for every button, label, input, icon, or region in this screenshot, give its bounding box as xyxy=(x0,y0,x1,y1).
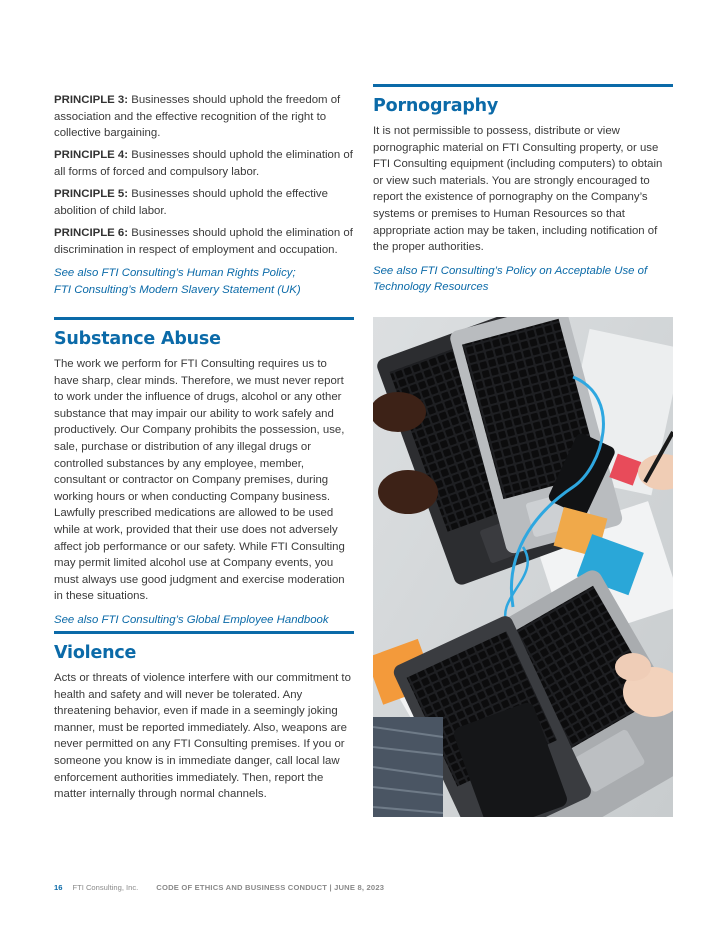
footer-document-title: CODE OF ETHICS AND BUSINESS CONDUCT | JUNE 8, 2023 xyxy=(156,883,385,892)
principle-6: PRINCIPLE 6: Businesses should uphold the elimination of discrimination in respect of employment and occupation. xyxy=(54,226,353,256)
section-divider xyxy=(373,84,673,87)
principle-3: PRINCIPLE 3: Businesses should uphold the freedom of association and the effective recognition of the right to collective bargaining. xyxy=(54,94,341,140)
principles-section xyxy=(54,92,354,298)
pornography-body: It is not permissible to possess, distribute or view pornographic material on FTI Consulting property, or use FTI Consulting equipment (including computers) to obtain or view such materials. You are strongly encouraged to report the existence of pornography on the Company’s systems or premises to Human Resources so that appropriate action may be taken, including notification of the proper authorities. xyxy=(373,125,663,254)
employee-handbook-link[interactable]: See also FTI Consulting’s Global Employee Handbook xyxy=(54,613,329,626)
section-divider xyxy=(54,631,354,634)
violence-body: Acts or threats of violence interfere with our commitment to health and safety and will never be tolerated. Any threatening behavior, even if made in a seemingly joking manner, must be reported immediately. Also, weapons are never permitted on any FTI Consulting premises. If you or someone you know is in immediate danger, call local law enforcement authorities immediately. Then, report the matter internally through normal channels. xyxy=(54,672,351,801)
pornography-heading: Pornography xyxy=(373,96,499,116)
principle-4: PRINCIPLE 4: Businesses should uphold the elimination of all forms of forced and compulsory labor. xyxy=(54,149,353,178)
violence-heading: Violence xyxy=(54,643,137,663)
pornography-section xyxy=(373,84,673,296)
footer-company: FTI Consulting, Inc. xyxy=(72,883,139,892)
substance-abuse-section xyxy=(54,317,354,629)
principle-5: PRINCIPLE 5: Businesses should uphold the effective abolition of child labor. xyxy=(54,188,328,217)
violence-section xyxy=(54,631,354,803)
section-divider xyxy=(54,317,354,320)
laptops-photo xyxy=(373,317,673,817)
substance-abuse-heading: Substance Abuse xyxy=(54,329,221,349)
page-number: 16 xyxy=(54,883,63,892)
modern-slavery-statement-link[interactable]: FTI Consulting’s Modern Slavery Statement (UK) xyxy=(54,283,301,296)
acceptable-use-policy-link[interactable]: See also FTI Consulting’s Policy on Acceptable Use of Technology Resources xyxy=(373,264,648,294)
substance-abuse-body: The work we perform for FTI Consulting requires us to have sharp, clear minds. Therefore, we must never report to work under the influence of drugs, alcohol or any other substance that may impair our ability to work safely and productively. Our Company prohibits the possession, use, sale, purchase or distribution of any illegal drugs or controlled substances by any employee, member, consultant or contractor on Company premises, during working hours or when conducting Company business. Lawfully prescribed medications are allowed to be used while at work, provided that their use does not adversely affect job performance or our safety. While FTI Consulting may permit limited alcohol use at Company events, you must always use good judgment and exercise moderation in these situations. xyxy=(54,358,345,603)
human-rights-policy-link[interactable]: See also FTI Consulting’s Human Rights Policy; xyxy=(54,267,296,280)
page-footer xyxy=(54,883,384,892)
